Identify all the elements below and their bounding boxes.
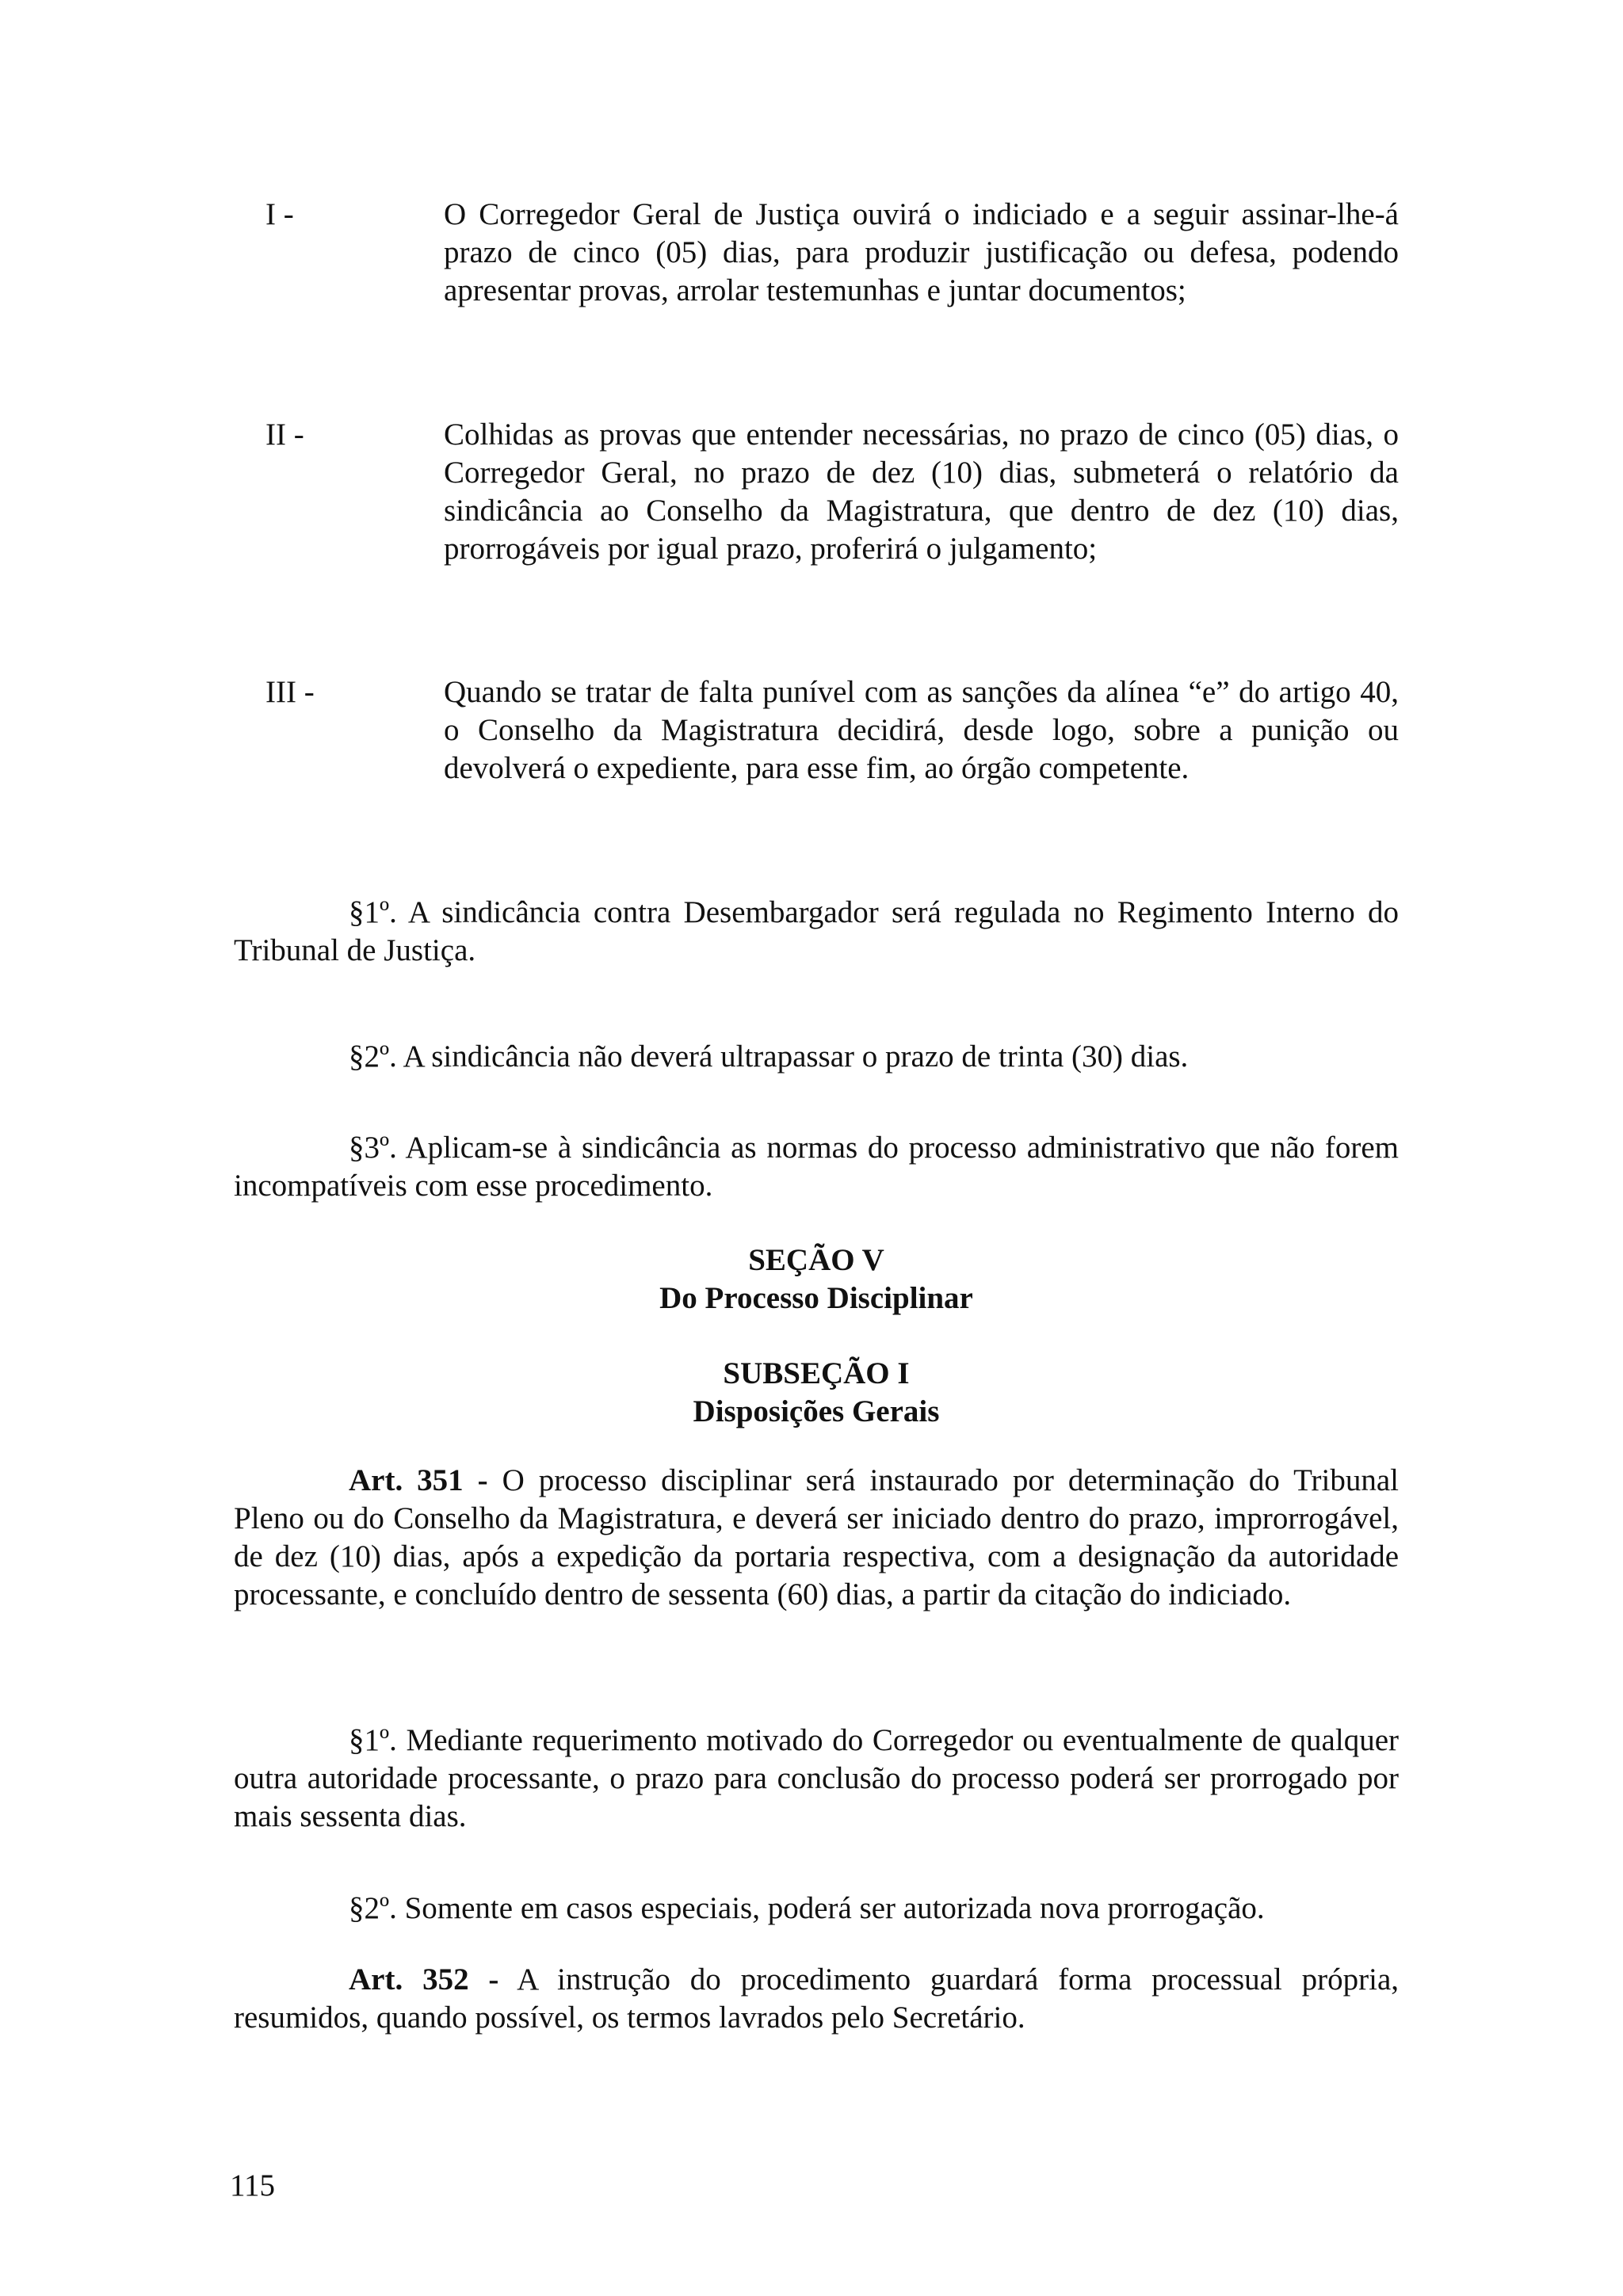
article-text: O processo disciplinar será instaurado por determinação do Tribunal Pleno ou do Conselho da Magistratura, e deverá ser iniciado dentro do prazo, improrrogável, de dez (10) dias, após a expedição da portaria respectiva, com a designação da autoridade processante, e concluído dentro de sessenta (60) dias, a partir da citação do indiciado. — [234, 1463, 1399, 1611]
list-item-text: O Corregedor Geral de Justiça ouvirá o indiciado e a seguir assinar-lhe-á prazo de cinco (05) dias, para produzir justificação ou defesa, podendo apresentar provas, arrolar testemunhas e juntar documentos; — [444, 197, 1399, 307]
paragraph-sindicancia-2: §2º. A sindicância não deverá ultrapassar o prazo de trinta (30) dias. — [349, 1039, 1189, 1074]
list-item-number: III - — [265, 675, 315, 709]
paragraph-sindicancia-3: §3º. Aplicam-se à sindicância as normas do processo administrativo que não forem incompatíveis com esse procedimento. — [234, 1131, 1399, 1203]
list-item-text: Colhidas as provas que entender necessárias, no prazo de cinco (05) dias, o Corregedor Geral, no prazo de dez (10) dias, submeterá o relatório da sindicância ao Conselho da Magistratura, que dentro de dez (10) dias, prorrogáveis por igual prazo, proferirá o julgamento; — [444, 418, 1399, 566]
article-label: Art. 352 - — [349, 1962, 499, 1997]
article-label: Art. 351 - — [349, 1463, 488, 1497]
section-heading — [234, 1241, 1399, 1318]
subsection-heading — [234, 1355, 1399, 1431]
page-number: 115 — [230, 2168, 276, 2203]
subsection-title: SUBSEÇÃO I — [723, 1356, 910, 1390]
section-subtitle: Do Processo Disciplinar — [659, 1281, 973, 1315]
list-item-i — [265, 196, 1399, 310]
article-351 — [234, 1462, 1399, 1614]
paragraph-processo-2: §2º. Somente em casos especiais, poderá ser autorizada nova prorrogação. — [349, 1891, 1265, 1925]
list-item-iii — [265, 673, 1399, 788]
paragraph-sindicancia-1: §1º. A sindicância contra Desembargador será regulada no Regimento Interno do Tribunal de Justiça. — [234, 895, 1399, 967]
article-352 — [234, 1961, 1399, 2037]
list-item-ii — [265, 416, 1399, 568]
paragraph-processo-1: §1º. Mediante requerimento motivado do Corregedor ou eventualmente de qualquer outra autoridade processante, o prazo para conclusão do processo poderá ser prorrogado por mais sessenta dias. — [234, 1723, 1399, 1833]
list-item-number: I - — [265, 197, 294, 231]
article-text: A instrução do procedimento guardará forma processual própria, resumidos, quando possível, os termos lavrados pelo Secretário. — [234, 1962, 1400, 2035]
subsection-subtitle: Disposições Gerais — [693, 1394, 940, 1428]
section-title: SEÇÃO V — [748, 1243, 884, 1277]
list-item-text: Quando se tratar de falta punível com as sanções da alínea “e” do artigo 40, o Conselho da Magistratura decidirá, desde logo, sobre a punição ou devolverá o expediente, para esse fim, ao órgão competente. — [444, 675, 1399, 785]
list-item-number: II - — [265, 418, 304, 452]
